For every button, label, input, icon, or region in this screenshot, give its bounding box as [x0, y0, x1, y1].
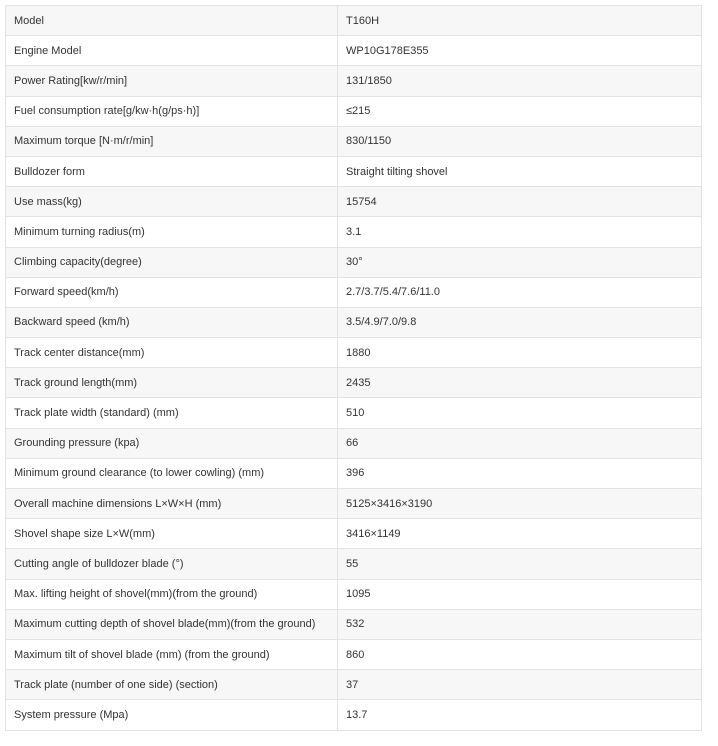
spec-label: Track plate width (standard) (mm) [6, 398, 338, 428]
spec-row-use-mass [6, 187, 702, 217]
spec-row-track-ground-length [6, 368, 702, 398]
spec-label: Minimum turning radius(m) [6, 217, 338, 247]
spec-row-system-pressure [6, 700, 702, 730]
spec-value: 5125×3416×3190 [338, 489, 702, 519]
spec-label: Bulldozer form [6, 156, 338, 186]
spec-label: Fuel consumption rate[g/kw·h(g/ps·h)] [6, 96, 338, 126]
spec-row-forward-speed [6, 277, 702, 307]
spec-value: 532 [338, 609, 702, 639]
spec-value: 2435 [338, 368, 702, 398]
spec-value: 13.7 [338, 700, 702, 730]
spec-value: 3416×1149 [338, 519, 702, 549]
spec-label: Track center distance(mm) [6, 338, 338, 368]
spec-value: 131/1850 [338, 66, 702, 96]
spec-row-track-center-distance [6, 338, 702, 368]
spec-table-body [6, 6, 702, 731]
spec-row-maximum-torque [6, 126, 702, 156]
spec-row-grounding-pressure [6, 428, 702, 458]
spec-label: Minimum ground clearance (to lower cowling) (mm) [6, 458, 338, 488]
spec-label: Grounding pressure (kpa) [6, 428, 338, 458]
spec-value: 510 [338, 398, 702, 428]
spec-label: System pressure (Mpa) [6, 700, 338, 730]
spec-row-climbing-capacity [6, 247, 702, 277]
spec-label: Maximum cutting depth of shovel blade(mm)(from the ground) [6, 609, 338, 639]
spec-value: WP10G178E355 [338, 36, 702, 66]
spec-value: 860 [338, 639, 702, 669]
spec-value: 30° [338, 247, 702, 277]
spec-row-max-tilt [6, 639, 702, 669]
spec-label: Shovel shape size L×W(mm) [6, 519, 338, 549]
spec-row-track-plate-width [6, 398, 702, 428]
spec-row-backward-speed [6, 307, 702, 337]
spec-label: Max. lifting height of shovel(mm)(from the ground) [6, 579, 338, 609]
spec-value: Straight tilting shovel [338, 156, 702, 186]
spec-row-cutting-angle [6, 549, 702, 579]
spec-row-overall-dimensions [6, 489, 702, 519]
spec-value: 55 [338, 549, 702, 579]
spec-label: Overall machine dimensions L×W×H (mm) [6, 489, 338, 519]
spec-label: Model [6, 6, 338, 36]
spec-label: Track ground length(mm) [6, 368, 338, 398]
spec-row-max-cutting-depth [6, 609, 702, 639]
spec-row-ground-clearance [6, 458, 702, 488]
spec-value: 396 [338, 458, 702, 488]
spec-value: T160H [338, 6, 702, 36]
spec-row-bulldozer-form [6, 156, 702, 186]
spec-label: Forward speed(km/h) [6, 277, 338, 307]
spec-label: Use mass(kg) [6, 187, 338, 217]
spec-label: Cutting angle of bulldozer blade (°) [6, 549, 338, 579]
spec-label: Track plate (number of one side) (section) [6, 670, 338, 700]
spec-row-shovel-shape-size [6, 519, 702, 549]
spec-row-track-plate-count [6, 670, 702, 700]
spec-row-max-lifting-height [6, 579, 702, 609]
spec-value: 1095 [338, 579, 702, 609]
spec-value: 3.1 [338, 217, 702, 247]
spec-row-turning-radius [6, 217, 702, 247]
spec-row-model [6, 6, 702, 36]
spec-value: 37 [338, 670, 702, 700]
spec-value: 1880 [338, 338, 702, 368]
spec-value: 15754 [338, 187, 702, 217]
spec-label: Engine Model [6, 36, 338, 66]
spec-value: 2.7/3.7/5.4/7.6/11.0 [338, 277, 702, 307]
spec-value: 3.5/4.9/7.0/9.8 [338, 307, 702, 337]
spec-row-power-rating [6, 66, 702, 96]
spec-label: Maximum tilt of shovel blade (mm) (from the ground) [6, 639, 338, 669]
spec-label: Power Rating[kw/r/min] [6, 66, 338, 96]
spec-label: Climbing capacity(degree) [6, 247, 338, 277]
spec-table [5, 5, 702, 731]
spec-row-fuel-consumption [6, 96, 702, 126]
spec-value: 66 [338, 428, 702, 458]
spec-value: ≤215 [338, 96, 702, 126]
spec-label: Maximum torque [N·m/r/min] [6, 126, 338, 156]
spec-row-engine-model [6, 36, 702, 66]
spec-value: 830/1150 [338, 126, 702, 156]
spec-label: Backward speed (km/h) [6, 307, 338, 337]
